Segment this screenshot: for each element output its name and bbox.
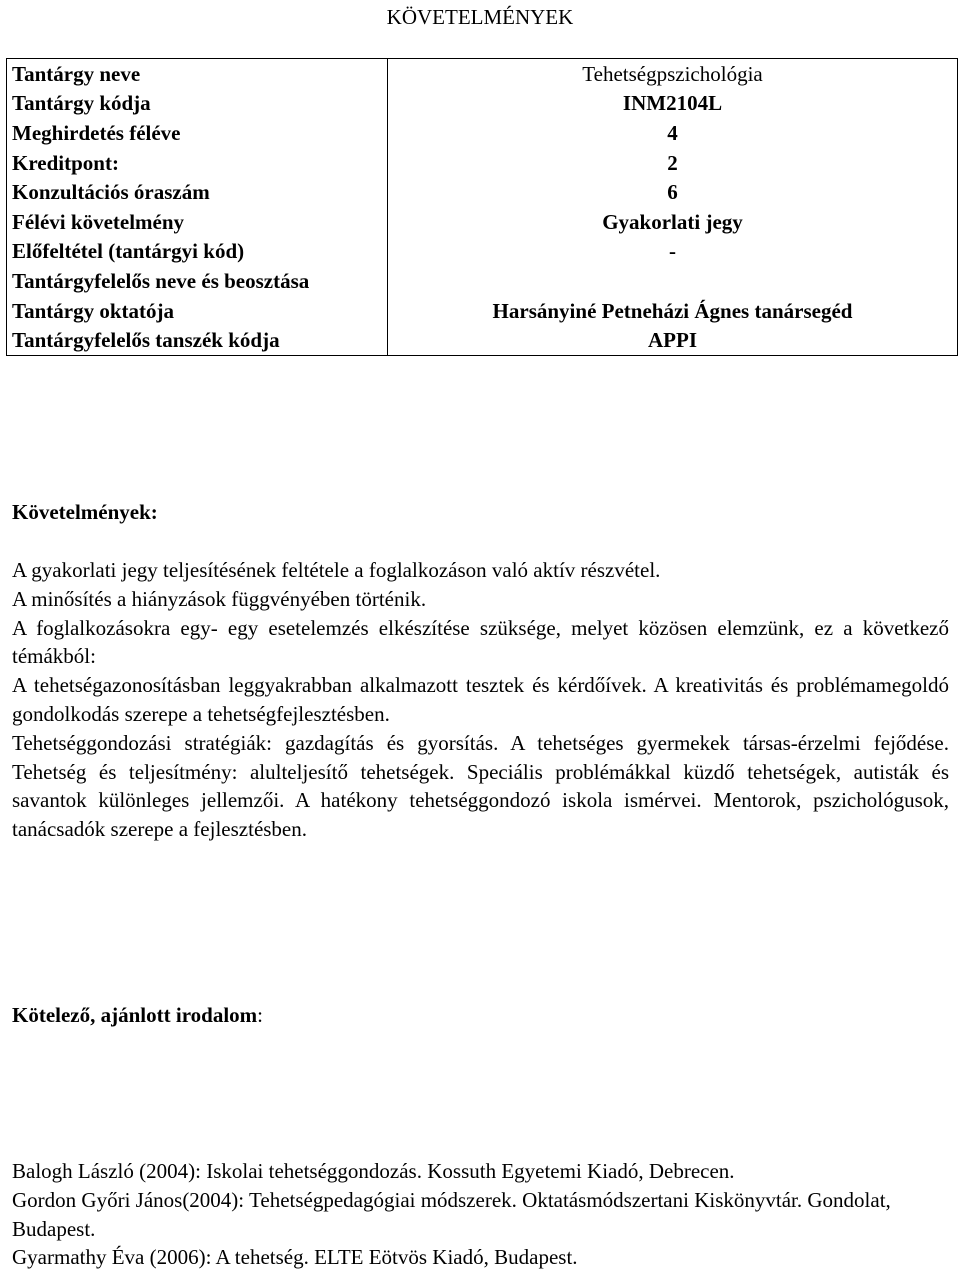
requirements-paragraph: A foglalkozásokra egy- egy esetelemzés elkészítése szüksége, melyet közösen elemzünk, ez a következő témákból: (12, 615, 949, 669)
table-row (7, 237, 958, 267)
row-label-instructor: Tantárgy oktatója (7, 296, 388, 326)
row-label-semester: Meghirdetés féléve (7, 118, 388, 148)
row-value-instructor: Harsányiné Petneházi Ágnes tanársegéd (492, 298, 853, 323)
row-value-course-name: Tehetségpszichológia (582, 61, 763, 86)
row-value-prerequisite: - (669, 239, 676, 264)
document-title: KÖVETELMÉNYEK (386, 5, 574, 29)
row-label-credits: Kreditpont: (7, 148, 388, 178)
requirements-heading: Követelmények: (12, 500, 158, 524)
requirements-paragraph: A minősítés a hiányzások függvényében történik. (12, 586, 427, 611)
table-row (7, 296, 958, 326)
literature-item: Balogh László (2004): Iskolai tehetséggondozás. Kossuth Egyetemi Kiadó, Debrecen. (12, 1159, 735, 1183)
row-value-course-leader (388, 266, 958, 296)
row-label-prerequisite: Előfeltétel (tantárgyi kód) (7, 237, 388, 267)
row-value-consultation-hours: 6 (667, 180, 678, 205)
row-label-course-name: Tantárgy neve (7, 59, 388, 89)
row-label-department-code: Tantárgyfelelős tanszék kódja (7, 325, 388, 355)
row-value-department-code: APPI (648, 328, 697, 353)
literature-heading-colon: : (257, 1003, 263, 1027)
row-label-course-code: Tantárgy kódja (7, 89, 388, 119)
requirements-paragraph: A gyakorlati jegy teljesítésének feltétele a foglalkozáson való aktív részvétel. (12, 558, 661, 582)
table-row (7, 325, 958, 355)
literature-item: Gordon Győri János(2004): Tehetségpedagógiai módszerek. Oktatásmódszertani Kiskönyvtár. Gondolat, Budapest. (12, 1187, 891, 1241)
table-row (7, 148, 958, 178)
requirements-paragraph: Tehetséggondozási stratégiák: gazdagítás és gyorsítás. A tehetséges gyermekek társas-érzelmi fejődése. Tehetség és teljesítmény: alulteljesítő tehetségek. Speciális problémákkal küzdő tehetségek, autisták és savantok különleges jellemzői. A hatékony tehetséggondozó iskola ismérvei. Mentorok, pszichológusok, tanácsadók szerepe a fejlesztésben. (12, 730, 949, 842)
table-row (7, 89, 958, 119)
literature-item: Gyarmathy Éva (2006): A tehetség. ELTE Eötvös Kiadó, Budapest. (12, 1245, 578, 1270)
table-row (7, 177, 958, 207)
row-value-semester: 4 (667, 120, 678, 145)
course-info-table (6, 58, 958, 356)
requirements-paragraph: A tehetségazonosításban leggyakrabban alkalmazott tesztek és kérdőívek. A kreativitás és problémamegoldó gondolkodás szerepe a tehetségfejlesztésben. (12, 673, 949, 726)
row-value-requirement-type: Gyakorlati jegy (602, 209, 743, 234)
table-row (7, 118, 958, 148)
table-row (7, 207, 958, 237)
literature-list (12, 1157, 949, 1272)
table-row (7, 59, 958, 89)
literature-heading-text: Kötelező, ajánlott irodalom (12, 1003, 258, 1027)
row-value-course-code: INM2104L (622, 91, 723, 116)
row-label-consultation-hours: Konzultációs óraszám (7, 177, 388, 207)
row-value-credits: 2 (667, 150, 678, 175)
row-label-requirement-type: Félévi követelmény (7, 207, 388, 237)
literature-heading (12, 1002, 263, 1028)
table-row (7, 266, 958, 296)
requirements-text (12, 556, 949, 844)
row-label-course-leader: Tantárgyfelelős neve és beosztása (7, 266, 388, 296)
